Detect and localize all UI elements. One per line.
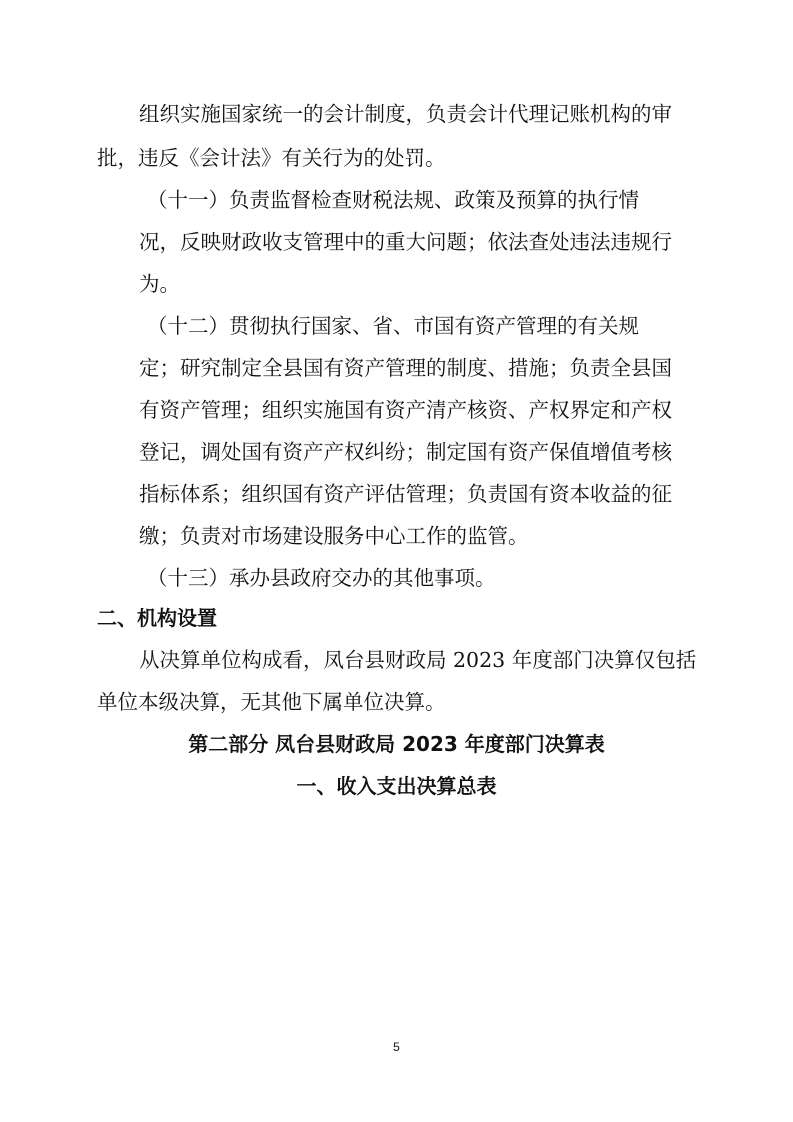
text-line: 为。	[139, 272, 180, 296]
text-line: （十二）贯彻执行国家、省、市国有资产管理的有关规	[147, 314, 639, 338]
text-line: 单位本级决算，无其他下属单位决算。	[97, 690, 446, 714]
text-line: 组织实施国家统一的会计制度，负责会计代理记账机构的审	[139, 102, 672, 126]
text-line: 有资产管理；组织实施国有资产清产核资、产权界定和产权	[139, 398, 672, 422]
text-line: （十三）承办县政府交办的其他事项。	[147, 566, 496, 590]
text-line: 登记，调处国有资产产权纠纷；制定国有资产保值增值考核	[139, 440, 672, 464]
page-number: 5	[393, 1040, 400, 1054]
table-title: 一、收入支出决算总表	[296, 774, 497, 798]
text-line: 况，反映财政收支管理中的重大问题；依法查处违法违规行	[139, 230, 672, 254]
text-line: （十一）负责监督检查财税法规、政策及预算的执行情	[147, 188, 639, 212]
text-line: 定；研究制定全县国有资产管理的制度、措施；负责全县国	[139, 356, 672, 380]
section-heading: 二、机构设置	[97, 606, 217, 630]
text-line: 指标体系；组织国有资产评估管理；负责国有资本收益的征	[139, 482, 672, 506]
text-line: 批，违反《会计法》有关行为的处罚。	[97, 146, 446, 170]
text-line: 从决算单位构成看，凤台县财政局 2023 年度部门决算仅包括	[139, 648, 697, 672]
text-line: 缴；负责对市场建设服务中心工作的监管。	[139, 524, 529, 548]
part-title: 第二部分 凤台县财政局 2023 年度部门决算表	[188, 732, 605, 756]
